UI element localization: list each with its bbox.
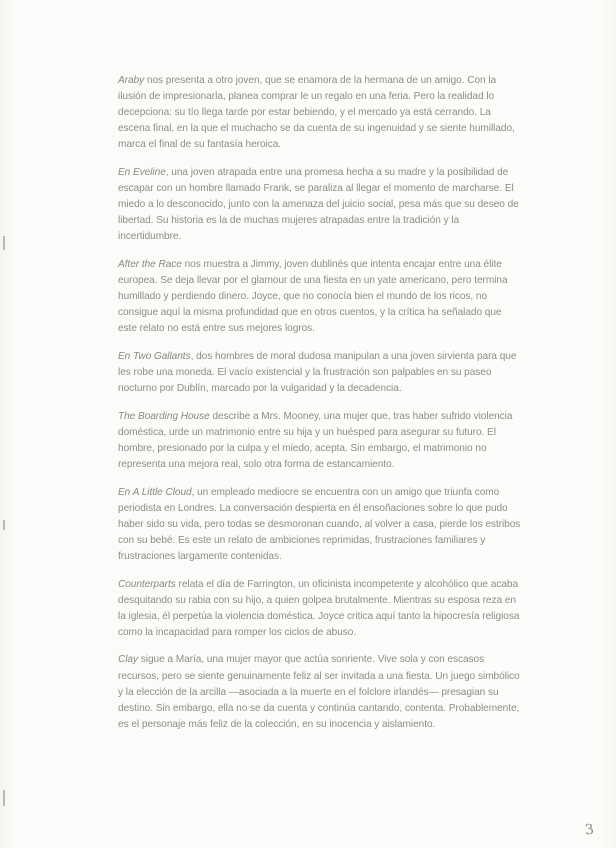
paragraph-counterparts xyxy=(118,577,522,641)
story-title: En Eveline xyxy=(118,166,166,178)
paragraph-text: , un empleado mediocre se encuentra con un amigo que triunfa como periodista en Londres. La conversación despierta en él ensoñaciones sobre lo que pudo haber sido su vida, pero todas se desmoronan cuando, al volver a casa, pierde los estribos con su bebé. Es este un relato de ambiciones reprimidas, frustraciones familiares y frustraciones largamente contenidas. xyxy=(118,486,521,562)
story-title: En A Little Cloud xyxy=(118,486,192,498)
paragraph-text: describe a Mrs. Mooney, una mujer que, tras haber sufrido violencia doméstica, urde un matrimonio entre su hija y un huésped para asegurar su futuro. El hombre, presionado por la culpa y el miedo, acepta. Sin embargo, el matrimonio no representa una mejora real, solo otra forma de estancamiento. xyxy=(118,410,513,470)
story-title: After the Race xyxy=(118,258,182,270)
paragraph-text: nos presenta a otro joven, que se enamora de la hermana de un amigo. Con la ilusión de impresionarla, planea comprar le un regalo en una feria. Pero la realidad lo decepciona: su tío llega tarde por estar bebiendo, y el mercado ya está cerrando. La escena final, en la que el muchacho se da cuenta de su ingenuidad y se siente humillado, marca el final de su fantasía heroica. xyxy=(118,75,515,151)
paragraph-clay xyxy=(118,652,522,732)
paragraph-text: , una joven atrapada entre una promesa hecha a su madre y la posibilidad de escapar con un hombre llamado Frank, se paraliza al llegar el momento de marcharse. El miedo a lo desconocido, junto con la amenaza del juicio social, pesa más que su deseo de libertad. Su historia es la de muchas mujeres atrapadas entre la tradición y la incertidumbre. xyxy=(118,166,519,243)
paragraph-text: sigue a María, una mujer mayor que actúa sonriente. Vive sola y con escasos recursos, pero se siente genuinamente feliz al ser invitada a una fiesta. Un juego simbólico y la elección de la arcilla —asociada a la muerte en el folclore irlandés— presagian su destino. Sin embargo, ella no se da cuenta y continúa cantando, contenta. Probablemente, es el personaje más feliz de la colección, en su inocencia y aislamiento. xyxy=(118,654,520,730)
text-body xyxy=(118,73,522,744)
paragraph-after-the-race xyxy=(118,257,522,337)
story-title: Counterparts xyxy=(118,578,176,590)
scan-edge-mark xyxy=(3,236,5,250)
story-title: The Boarding House xyxy=(118,410,210,422)
paragraph-eveline xyxy=(118,165,522,245)
story-title: En Two Gallants xyxy=(118,350,191,362)
paragraph-text: nos muestra a Jimmy, joven dublinés que intenta encajar entre una élite europea. Se deja llevar por el glamour de una fiesta en un yate americano, pero termina humillado y perdiendo dinero. Joyce, que no conocía bien el mundo de los ricos, no consigue aquí la misma profundidad que en otros cuentos, y la crítica ha señalado que este relato no está entre sus mejores logros. xyxy=(118,258,508,335)
paragraph-two-gallants xyxy=(118,349,522,397)
story-title: Clay xyxy=(118,654,138,666)
paragraph-little-cloud xyxy=(118,485,522,565)
page-number: 3 xyxy=(583,821,595,839)
paragraph-text: , dos hombres de moral dudosa manipulan a una joven sirvienta para que les robe una moneda. El vacío existencial y la frustración son palpables en su paseo nocturno por Dublín, marcado por la vulgaridad y la decadencia. xyxy=(118,350,517,395)
story-title: Araby xyxy=(118,75,145,86)
paragraph-araby xyxy=(118,73,522,153)
scan-edge-mark xyxy=(3,520,5,530)
scan-edge-mark xyxy=(3,790,5,806)
paragraph-boarding-house xyxy=(118,409,522,473)
paragraph-text: relata el día de Farrington, un oficinista incompetente y alcohólico que acaba desquitando su rabia con su hijo, a quien golpea brutalmente. Mientras su esposa reza en la iglesia, él perpetúa la violencia doméstica. Joyce critica aquí tanto la hipocresía religiosa como la incapacidad para romper los ciclos de abuso. xyxy=(118,578,520,638)
